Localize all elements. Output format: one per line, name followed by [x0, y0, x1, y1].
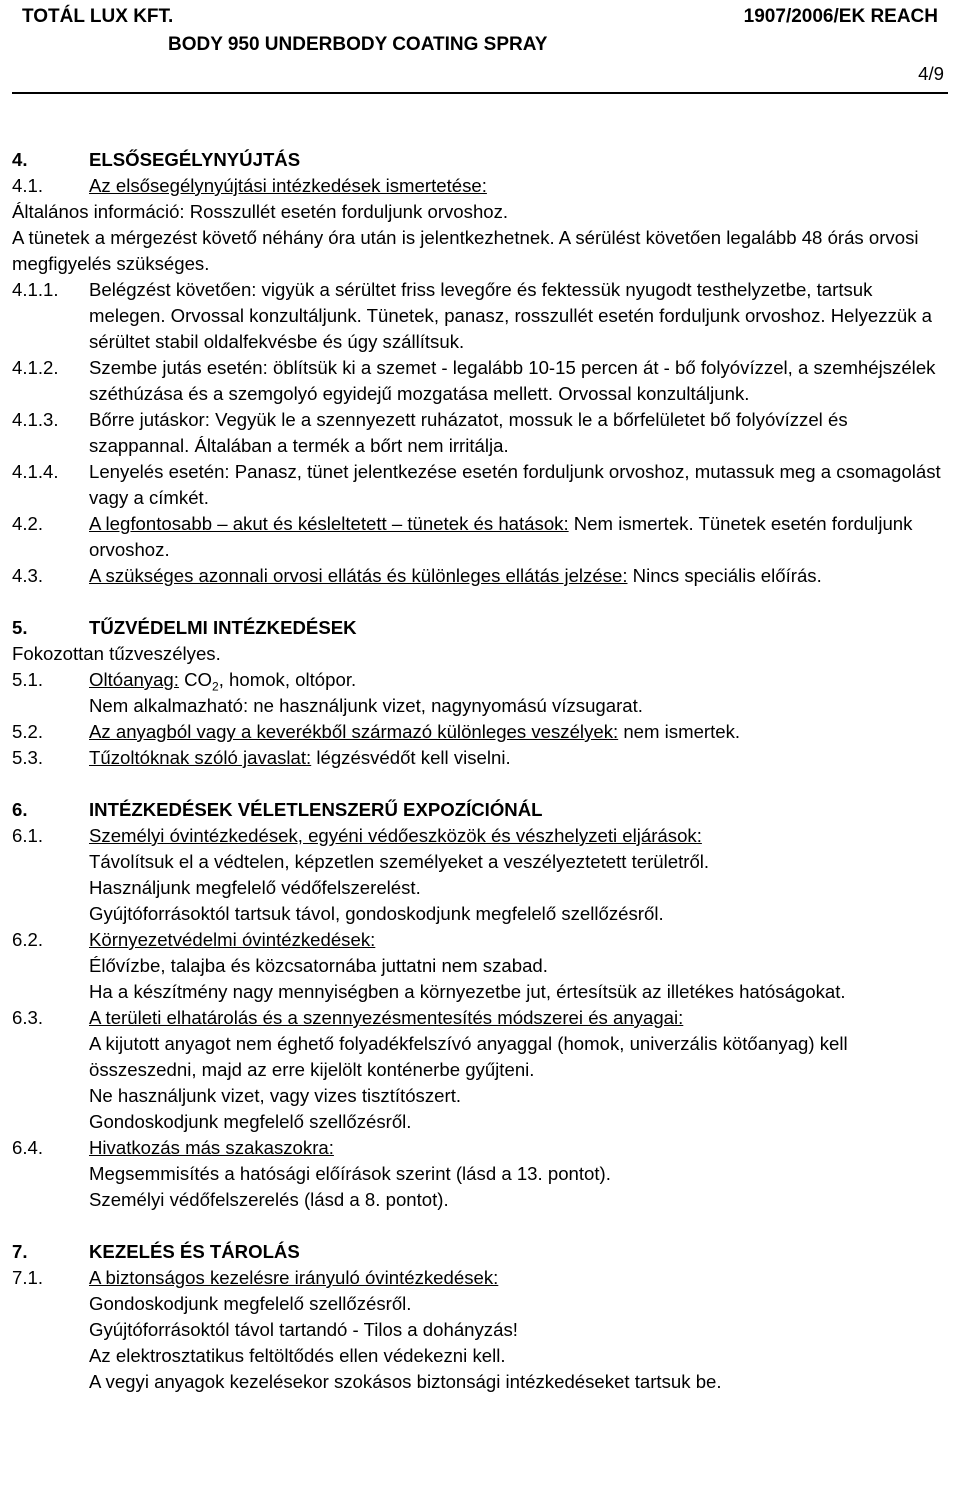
section-5-heading: 5. TŰZVÉDELMI INTÉZKEDÉSEK	[12, 617, 357, 638]
section-4-1-general: Általános információ: Rosszullét esetén forduljunk orvoshoz.	[12, 201, 509, 222]
section-5-intro: Fokozottan tűzveszélyes.	[12, 643, 221, 664]
section-4-2: 4.2. A legfontosabb – akut és késleltetett – tünetek és hatások: Nem ismertek. Tünetek esetén forduljunk orvoshoz.	[12, 513, 913, 560]
section-4-1: 4.1. Az elsősegélynyújtási intézkedések ismertetése:	[12, 175, 487, 196]
section-6-3: 6.3. A területi elhatárolás és a szennyezésmentesítés módszerei és anyagai: A kijutott anyagot nem éghető folyadékfelszívó anyaggal (homok, univerzális kötőanyag) kell összeszedni, majd az erre kijelölt konténerbe gyűjteni. Ne használjunk vizet, vagy vizes tisztítószert. Gondoskodjunk megfelelő szellőzésről.	[12, 1007, 848, 1132]
section-4-1-3: 4.1.3. Bőrre jutáskor: Vegyük le a szennyezett ruházatot, mossuk le a bőrfelületet bő folyóvízzel és szappannal. Általában a termék a bőrt nem irritálja.	[12, 409, 848, 456]
section-6-heading: 6. INTÉZKEDÉSEK VÉLETLENSZERŰ EXPOZÍCIÓNÁL	[12, 799, 543, 820]
section-4-1-2: 4.1.2. Szembe jutás esetén: öblítsük ki a szemet - legalább 10-15 percen át - bő folyóvízzel, a szemhéjszélek széthúzása és a szemgolyó egyidejű mozgatása mellett. Orvossal konzultáljunk.	[12, 357, 936, 404]
page-number: 4/9	[918, 63, 944, 84]
section-4-3: 4.3. A szükséges azonnali orvosi ellátás és különleges ellátás jelzése: Nincs speciális előírás.	[12, 565, 822, 586]
header-company: TOTÁL LUX KFT.	[22, 6, 174, 27]
section-6-1: 6.1. Személyi óvintézkedések, egyéni védőeszközök és vészhelyzeti eljárások: Távolítsuk el a védtelen, képzetlen személyeket a veszélyeztetett területről. Használjunk megfelelő védőfelszerelést. Gyújtóforrásoktól tartsuk távol, gondoskodjunk megfelelő szellőzésről.	[12, 825, 710, 924]
section-4-heading: 4. ELSŐSEGÉLYNYÚJTÁS	[12, 149, 301, 170]
section-5-1: 5.1. Oltóanyag: $CO_2$, homok, oltópor. Nem alkalmazható: ne használjunk vizet, nagynyomású vízsugarat.	[12, 669, 643, 716]
header-divider	[12, 92, 948, 94]
section-6-2: 6.2. Környezetvédelmi óvintézkedések: Élővízbe, talajba és közcsatornába juttatni nem szabad. Ha a készítmény nagy mennyiségben a környezetbe jut, értesítsük az illetékes hatóságokat.	[12, 929, 846, 1002]
section-4-1-4: 4.1.4. Lenyelés esetén: Panasz, tünet jelentkezése esetén forduljunk orvoshoz, mutassuk meg a csomagolást vagy a címkét.	[12, 461, 941, 508]
document-body	[12, 147, 948, 1395]
header-regulation: 1907/2006/EK REACH	[743, 6, 938, 27]
header-product: BODY 950 UNDERBODY COATING SPRAY	[168, 34, 548, 55]
section-5-2: 5.2. Az anyagból vagy a keverékből származó különleges veszélyek: nem ismertek.	[12, 721, 741, 742]
section-4-1-1: 4.1.1. Belégzést követően: vigyük a sérültet friss levegőre és fektessük nyugodt testhelyzetbe, tartsuk melegen. Orvossal konzultáljunk. Tünetek, panasz, rosszullét esetén forduljunk orvoshoz. Helyezzük a sérültet stabil oldalfekvésbe és úgy szállítsuk.	[12, 279, 933, 352]
section-5-3: 5.3. Tűzoltóknak szóló javaslat: légzésvédőt kell viselni.	[12, 747, 511, 768]
section-6-4: 6.4. Hivatkozás más szakaszokra: Megsemmisítés a hatósági előírások szerint (lásd a 13. pontot). Személyi védőfelszerelés (lásd a 8. pontot).	[12, 1137, 611, 1210]
section-4-1-text: A tünetek a mérgezést követő néhány óra után is jelentkezhetnek. A sérülést követően legalább 48 órás orvosi megfigyelés szükséges.	[12, 227, 919, 274]
section-7-heading: 7. KEZELÉS ÉS TÁROLÁS	[12, 1241, 300, 1262]
section-7-1: 7.1. A biztonságos kezelésre irányuló óvintézkedések: Gondoskodjunk megfelelő szellőzésről. Gyújtóforrásoktól távol tartandó - Tilos a dohányzás! Az elektrosztatikus feltöltődés ellen védekezni kell. A vegyi anyagok kezelésekor szokásos biztonsági intézkedéseket tartsuk be.	[12, 1267, 722, 1392]
